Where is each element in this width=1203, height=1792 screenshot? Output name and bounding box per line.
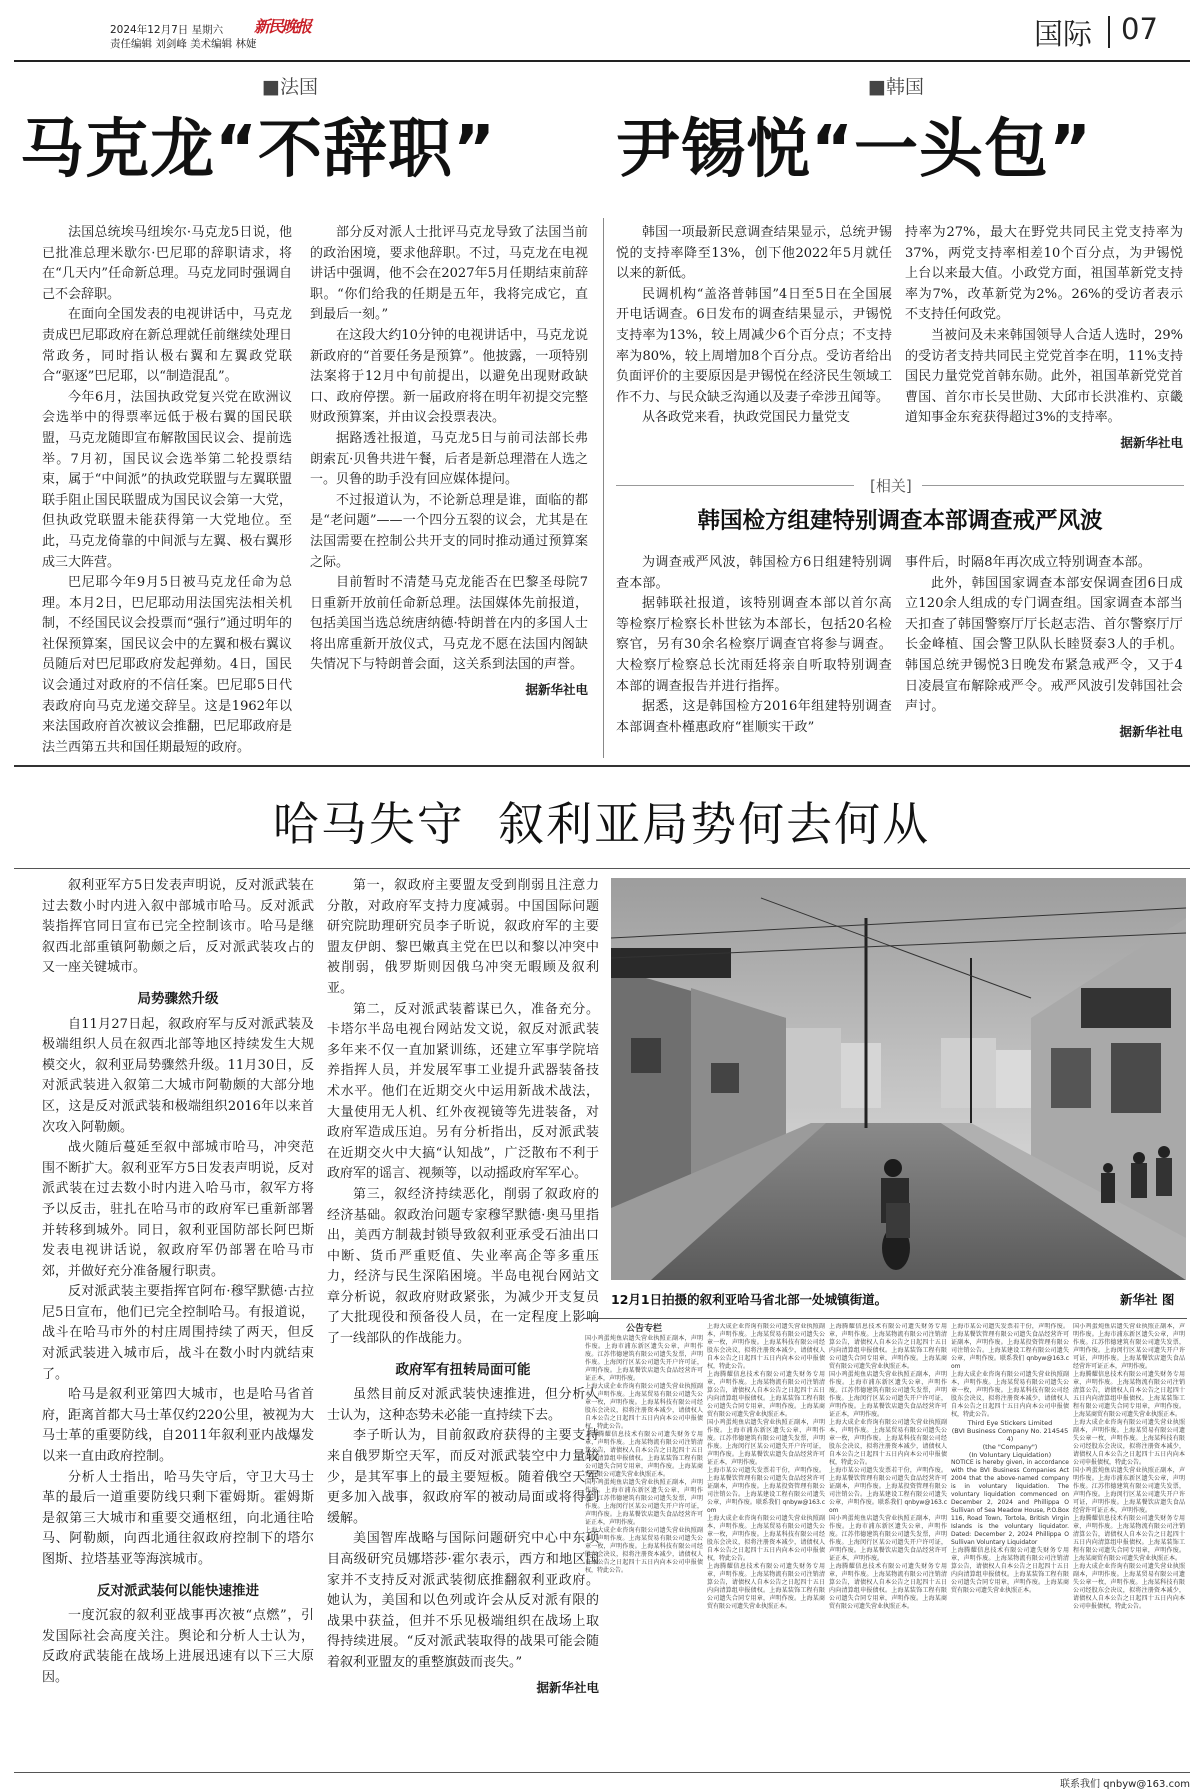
notice-text: 上海大成企业咨询有限公司遗失营业执照副本，声明作废。上海某贸易有限公司遗失公章一枚，声明作废。上海某科技有限公司经股东会决议，拟将注册资本减少，请债权人自本公告之日起四十五日内向本公司申报债权，特此公告。 bbox=[1073, 1419, 1185, 1466]
paragraph: 据路透社报道，马克龙5日与前司法部长弗朗索瓦·贝鲁共进午餐，后者是新总理潜在人选之一。贝鲁的助手没有回应媒体提问。 bbox=[310, 430, 588, 488]
notice-col1 bbox=[585, 1323, 703, 1763]
notice-text: NOTICE is hereby given, in accordance with the BVI Business Companies Act 2004 that the above-named company is in voluntary liquidation. The voluntary liquidation commenced on December 2, 2024 and Phillippa O Sullivan of Sea Meadow House, P.O.Box 116, Road Town, Tortola, British Virgin Islands is the voluntary liquidator. Dated: December 2, 2024 Phillippa O Sullivan Voluntary Liquidator bbox=[951, 1459, 1069, 1546]
related-rule bbox=[616, 485, 854, 486]
paragraph: 在面向全国发表的电视讲话中，马克龙责成巴尼耶政府在新总理就任前继续处理日常政务，同时指认极右翼和左翼政党联合“驱逐”巴尼耶，以“制造混乱”。 bbox=[42, 307, 292, 385]
syria-headline-rule bbox=[14, 868, 1190, 869]
paragraph: 反对派武装主要指挥官阿布·穆罕默德·古拉尼5日宣布，他们已完全控制哈马。有报道说，战斗在哈马市外的村庄周围持续了两天，但反对派武装进入城市后，战斗在数小时内就结束了。 bbox=[42, 1284, 314, 1382]
notice-text: 上海腾耀信息技术有限公司遗失财务专用章，声明作废。上海某物流有限公司注销清算公告，请债权人自本公告之日起四十五日内向清算组申报债权。上海某装饰工程有限公司遗失合同专用章，声明作废。上海某商贸有限公司遗失营业执照正本。 bbox=[1073, 1371, 1185, 1418]
paragraph: 今年6月，法国执政党复兴党在欧洲议会选举中的得票率远低于极右翼的国民联盟，马克龙随即宣布解散国民议会、提前选举。7月初，国民议会选举第二轮投票结束，属于“中间派”的执政党联盟与左翼联盟联手阻止国民联盟成为国民议会第一大党，但执政党联盟未能获得第一大党地位。至此，马克龙倚靠的中间派与左翼、极右翼形成三大阵营。 bbox=[42, 389, 292, 570]
notice-text: 国小鸡蛋炖鱼店遗失营业执照正副本，声明作废。上海市浦东新区遗失公章，声明作废。江苏伟德建筑有限公司遗失发票，声明作废。上海闵行区某公司遗失开户许可证，声明作废。上海某餐饮店遗失食品经营许可证正本，声明作废。 bbox=[829, 1515, 947, 1562]
notice-en: (In Voluntary Liquidation) bbox=[968, 1451, 1052, 1459]
section-rule bbox=[14, 765, 1190, 767]
photo-credit: 新华社 图 bbox=[1120, 1292, 1175, 1307]
paragraph: 第一，叙政府主要盟友受到削弱且注意力分散，对政府军支持力度减弱。中国国际问题研究院助理研究员李子昕说，叙政府军的主要盟友伊朗、黎巴嫩真主党在巴以和黎以冲突中被削弱，俄罗斯则因俄乌冲突无暇顾及叙利亚。 bbox=[327, 878, 599, 996]
paragraph: 此外，韩国国家调查本部安保调查团6日成立120余人组成的专门调查组。国家调查本部当天扣查了韩国警察厅厅长赵志浩、首尔警察厅厅长金峰植、国会警卫队队长睦贤泰3人的手机。韩国总统尹锡悦3日晚发布紧急戒严令，又于4日凌晨宣布解除戒严令。戒严风波引发韩国社会声讨。 bbox=[905, 575, 1183, 715]
notice-text: 上海腾耀信息技术有限公司遗失财务专用章，声明作废。上海某物流有限公司注销清算公告，请债权人自本公告之日起四十五日内向清算组申报债权。上海某装饰工程有限公司遗失合同专用章，声明作废。上海某商贸有限公司遗失营业执照正本。 bbox=[1073, 1515, 1185, 1562]
syria-source: 据新华社电 bbox=[536, 1679, 599, 1695]
paragraph: 虽然目前反对派武装快速推进，但分析人士认为，这种态势未必能一直持续下去。 bbox=[327, 1387, 599, 1423]
paragraph: 韩国一项最新民意调查结果显示，总统尹锡悦的支持率降至13%，创下他2022年5月就任以来的新低。 bbox=[616, 225, 892, 282]
notice-col3 bbox=[829, 1323, 947, 1763]
paragraph: 为调查戒严风波，韩国检方6日组建特别调查本部。 bbox=[616, 555, 892, 591]
korea-article-col2 bbox=[905, 223, 1183, 454]
notice-text: 上海腾耀信息技术有限公司遗失财务专用章，声明作废。上海某物流有限公司注销清算公告，请债权人自本公告之日起四十五日内向清算组申报债权。上海某装饰工程有限公司遗失合同专用章，声明作废。上海某商贸有限公司遗失营业执照正本。 bbox=[585, 1431, 703, 1478]
paragraph: 不过报道认为，不论新总理是谁，面临的都是“老问题”——一个四分五裂的议会，尤其是在法国需要在控制公共开支的同时推动通过预算案之际。 bbox=[310, 492, 588, 570]
section-name: 国际 bbox=[1034, 17, 1093, 51]
related-source: 据新华社电 bbox=[1119, 723, 1183, 739]
korea-article-col1 bbox=[616, 223, 892, 429]
notice-col2 bbox=[707, 1323, 825, 1763]
france-headline: 马克龙“不辞职” bbox=[20, 113, 497, 187]
paragraph: 美国智库战略与国际问题研究中心中东项目高级研究员娜塔莎·霍尔表示，西方和地区国家并不支持反对派武装彻底推翻叙利亚政府。她认为，美国和以色列或许会从反对派有限的战果中获益，但并不乐见极端组织在战场上取得持续进展。“反对派武装取得的战果可能会随着叙利亚盟友的重整旗鼓而丧失。” bbox=[327, 1531, 599, 1670]
notice-text: 国小鸡蛋炖鱼店遗失营业执照正副本，声明作废。上海市浦东新区遗失公章，声明作废。江苏伟德建筑有限公司遗失发票，声明作废。上海闵行区某公司遗失开户许可证，声明作废。上海某餐饮店遗失食品经营许可证正本，声明作废。 bbox=[707, 1419, 825, 1466]
notice-text: 上海腾耀信息技术有限公司遗失财务专用章，声明作废。上海某物流有限公司注销清算公告，请债权人自本公告之日起四十五日内向清算组申报债权。上海某装饰工程有限公司遗失合同专用章，声明作废。上海某商贸有限公司遗失营业执照正本。 bbox=[707, 1563, 825, 1610]
paragraph: 战火随后蔓延至叙中部城市哈马，冲突范围不断扩大。叙利亚军方5日发表声明说，反对派武装在过去数小时内进入哈马市，叙军方将予以反击，驻扎在哈马市的政府军已重新部署并转移到城外。同日，叙利亚国防部长阿巴斯发表电视讲话说，叙政府军仍部署在哈马市郊，并做好充分准备履行职责。 bbox=[42, 1140, 314, 1279]
street-scene-image bbox=[611, 878, 1186, 1280]
notice-text: 上海大成企业咨询有限公司遗失营业执照副本，声明作废。上海某贸易有限公司遗失公章一枚，声明作废。上海某科技有限公司经股东会决议，拟将注册资本减少，请债权人自本公告之日起四十五日内向本公司申报债权，特此公告。 bbox=[707, 1515, 825, 1562]
notice-text: 上海市某公司遗失发票若干份，声明作废。上海某餐饮管理有限公司遗失食品经营许可证副本，声明作废。上海某投资管理有限公司注销公告。上海某建设工程有限公司遗失公章，声明作废。联系我们 qnbyw@163.com bbox=[707, 1467, 825, 1514]
subheading: 局势骤然升级 bbox=[137, 990, 219, 1007]
paragraph: 李子昕认为，目前叙政府获得的主要支持来自俄罗斯空天军，而反对派武装空中力量较少，是其军事上的最主要短板。随着俄空天军更多加入战事，叙政府军的被动局面或将得到缓解。 bbox=[327, 1428, 599, 1526]
page-header bbox=[0, 0, 1203, 58]
related-col2 bbox=[905, 553, 1183, 742]
france-article-col2 bbox=[310, 223, 588, 701]
notice-text: 国小鸡蛋炖鱼店遗失营业执照正副本，声明作废。上海市浦东新区遗失公章，声明作废。江苏伟德建筑有限公司遗失发票，声明作废。上海闵行区某公司遗失开户许可证，声明作废。上海某餐饮店遗失食品经营许可证正本，声明作废。 bbox=[829, 1371, 947, 1418]
notice-text: 上海腾耀信息技术有限公司遗失财务专用章，声明作废。上海某物流有限公司注销清算公告，请债权人自本公告之日起四十五日内向清算组申报债权。上海某装饰工程有限公司遗失合同专用章，声明作废。上海某商贸有限公司遗失营业执照正本。 bbox=[829, 1323, 947, 1370]
newspaper-logo: 新民晚报 bbox=[254, 17, 311, 36]
paragraph: 事件后，时隔8年再次成立特别调查本部。 bbox=[905, 555, 1152, 570]
notice-text: 上海大成企业咨询有限公司遗失营业执照副本，声明作废。上海某贸易有限公司遗失公章一枚，声明作废。上海某科技有限公司经股东会决议，拟将注册资本减少，请债权人自本公告之日起四十五日内向本公司申报债权，特此公告。 bbox=[1073, 1563, 1185, 1610]
header-editors: 责任编辑 刘剑峰 美术编辑 林婕 bbox=[110, 38, 257, 50]
paragraph: 叙利亚军方5日发表声明说，反对派武装在过去数小时内进入叙中部城市哈马。反对派武装指挥官同日宣布已完全控制该市。哈马是继叙西北部重镇阿勒颇之后，反对派武装攻占的又一座关键城市。 bbox=[42, 878, 314, 976]
notice-board bbox=[583, 1318, 1187, 1766]
footer-rule bbox=[14, 1772, 1190, 1773]
korea-headline: 尹锡悦“一头包” bbox=[616, 113, 1093, 187]
paragraph: 据韩联社报道，该特别调查本部以首尔高等检察厅检察长朴世铉为本部长，包括20名检察官，另有30余名检察厅调查官将参与调查。大检察厅检察总长沈雨廷将亲自听取特别调查本部的调查报告并进行指挥。 bbox=[616, 596, 892, 694]
notice-col4 bbox=[951, 1323, 1069, 1763]
paragraph: 部分反对派人士批评马克龙导致了法国当前的政治困境，要求他辞职。不过，马克龙在电视讲话中强调，他不会在2027年5月任期结束前辞职。“你们给我的任期是五年，我将完成它，直到最后一刻。” bbox=[310, 225, 588, 323]
photo-caption: 12月1日拍摄的叙利亚哈马省北部一处城镇街道。 bbox=[611, 1292, 888, 1307]
header-rule bbox=[14, 60, 1190, 62]
related-rule bbox=[922, 485, 1184, 486]
france-tag: ■法国 bbox=[262, 76, 318, 98]
paragraph: 自11月27日起，叙政府军与反对派武装及极端组织人员在叙西北部等地区持续发生大规模交火，叙利亚局势骤然升级。11月30日，反对派武装进入叙第二大城市阿勒颇的大部分地区，这是反对派武装和极端组织2016年以来首次攻入阿勒颇。 bbox=[42, 1016, 314, 1135]
notice-text: 上海腾耀信息技术有限公司遗失财务专用章，声明作废。上海某物流有限公司注销清算公告，请债权人自本公告之日起四十五日内向清算组申报债权。上海某装饰工程有限公司遗失合同专用章，声明作废。上海某商贸有限公司遗失营业执照正本。 bbox=[829, 1563, 947, 1610]
paragraph: 据悉，这是韩国检方2016年组建特别调查本部调查朴槿惠政府“崔顺实干政” bbox=[616, 699, 892, 735]
paragraph: 第三，叙经济持续恶化，削弱了叙政府的经济基础。叙政治问题专家穆罕默德·奥马里指出，美西方制裁封锁导致叙利亚承受石油出口中断、货币严重贬值、失业率高企等多重压力，经济与民生深陷困境。半岛电视台网站文章分析说，叙政府财政紧张，为减少开支复员了大批现役和预备役人员，在一定程度上影响了一线部队的作战能力。 bbox=[327, 1186, 599, 1347]
paragraph: 第二，反对派武装蓄谋已久，准备充分。卡塔尔半岛电视台网站发文说，叙反对派武装多年来不仅一直加紧训练，还建立军事学院培养指挥人员，并发展军事工业提升武器装备技术水平。他们在近期交火中运用新战术战法，大量使用无人机、红外夜视镜等先进装备，对政府军造成压迫。另有分析指出，反对派武装在近期交火中大搞“认知战”，广泛散布不利于政府军的谣言、视频等，以动摇政府军军心。 bbox=[327, 1001, 599, 1182]
notice-text: 上海大成企业咨询有限公司遗失营业执照副本，声明作废。上海某贸易有限公司遗失公章一枚，声明作废。上海某科技有限公司经股东会决议，拟将注册资本减少，请债权人自本公告之日起四十五日内向本公司申报债权，特此公告。 bbox=[951, 1371, 1069, 1418]
notice-text: 上海腾耀信息技术有限公司遗失财务专用章，声明作废。上海某物流有限公司注销清算公告，请债权人自本公告之日起四十五日内向清算组申报债权。上海某装饰工程有限公司遗失合同专用章，声明作废。上海某商贸有限公司遗失营业执照正本。 bbox=[951, 1547, 1069, 1594]
notice-en: (BVI Business Company No. 2145454) bbox=[951, 1427, 1069, 1443]
notice-text: 上海市某公司遗失发票若干份，声明作废。上海某餐饮管理有限公司遗失食品经营许可证副本，声明作废。上海某投资管理有限公司注销公告。上海某建设工程有限公司遗失公章，声明作废。联系我们 qnbyw@163.com bbox=[829, 1467, 947, 1514]
footer-contact: 联系我们 qnbyw@163.com bbox=[1060, 1779, 1190, 1790]
paragraph: 在这段大约10分钟的电视讲话中，马克龙说新政府的“首要任务是预算”。他披露，一项特别法案将于12月中旬前提出，以避免出现财政缺口、政府停摆。新一届政府将在明年初提交完整财政预算案，并由议会投票表决。 bbox=[310, 327, 588, 426]
notice-text: 国小鸡蛋炖鱼店遗失营业执照正副本，声明作废。上海市浦东新区遗失公章，声明作废。江苏伟德建筑有限公司遗失发票，声明作废。上海闵行区某公司遗失开户许可证，声明作废。上海某餐饮店遗失食品经营许可证正本，声明作废。 bbox=[585, 1335, 703, 1382]
subheading: 政府军有扭转局面可能 bbox=[395, 1361, 531, 1378]
notice-text: 上海大成企业咨询有限公司遗失营业执照副本，声明作废。上海某贸易有限公司遗失公章一枚，声明作废。上海某科技有限公司经股东会决议，拟将注册资本减少，请债权人自本公告之日起四十五日内向本公司申报债权，特此公告。 bbox=[707, 1323, 825, 1370]
paragraph: 一度沉寂的叙利亚战事再次被“点燃”，引发国际社会高度关注。舆论和分析人士认为，反政府武装能在战场上进展迅速有以下三大原因。 bbox=[42, 1608, 314, 1685]
page-number: 07 bbox=[1121, 12, 1158, 46]
related-col1 bbox=[616, 553, 892, 738]
france-source: 据新华社电 bbox=[525, 682, 588, 698]
notice-text: 上海大成企业咨询有限公司遗失营业执照副本，声明作废。上海某贸易有限公司遗失公章一枚，声明作废。上海某科技有限公司经股东会决议，拟将注册资本减少，请债权人自本公告之日起四十五日内向本公司申报债权，特此公告。 bbox=[585, 1383, 703, 1430]
syria-article-col2 bbox=[327, 876, 599, 1698]
notice-en: Third Eye Stickers Limited bbox=[967, 1419, 1053, 1427]
paragraph: 持率为27%，最大在野党共同民主党支持率为37%，两党支持率相差10个百分点，为尹锡悦上台以来最大值。小政党方面，祖国革新党支持率为7%，改革新党为2%。26%的受访者表示不支持任何政党。 bbox=[905, 225, 1183, 323]
korea-tag: ■韩国 bbox=[868, 76, 924, 98]
notice-text: 上海腾耀信息技术有限公司遗失财务专用章，声明作废。上海某物流有限公司注销清算公告，请债权人自本公告之日起四十五日内向清算组申报债权。上海某装饰工程有限公司遗失合同专用章，声明作废。上海某商贸有限公司遗失营业执照正本。 bbox=[707, 1371, 825, 1418]
notice-text: 上海大成企业咨询有限公司遗失营业执照副本，声明作废。上海某贸易有限公司遗失公章一枚，声明作废。上海某科技有限公司经股东会决议，拟将注册资本减少，请债权人自本公告之日起四十五日内向本公司申报债权，特此公告。 bbox=[829, 1419, 947, 1466]
paragraph: 从各政党来看，执政党国民力量党支 bbox=[642, 410, 851, 426]
paragraph: 分析人士指出，哈马失守后，守卫大马士革的最后一道重要防线只剩下霍姆斯。霍姆斯是叙第三大城市和重要交通枢纽，向北通往哈马、阿勒颇，向西北通往叙政府控制下的塔尔图斯、拉塔基亚等海滨城市。 bbox=[42, 1469, 314, 1567]
paragraph: 民调机构“盖洛普韩国”4日至5日在全国展开电话调查。6日发布的调查结果显示，尹锡悦支持率为13%，较上周减少6个百分点；不支持率为80%，较上周增加8个百分点。受访者给出负面评价的主要原因是尹锡悦在经济民生领域工作不力、与民众缺乏沟通以及妻子牵涉丑闻等。 bbox=[616, 286, 892, 405]
related-tag: [相关] bbox=[870, 477, 912, 495]
column-divider bbox=[603, 218, 604, 758]
notice-text: 国小鸡蛋炖鱼店遗失营业执照正副本，声明作废。上海市浦东新区遗失公章，声明作废。江苏伟德建筑有限公司遗失发票，声明作废。上海闵行区某公司遗失开户许可证，声明作废。上海某餐饮店遗失食品经营许可证正本，声明作废。 bbox=[1073, 1323, 1185, 1370]
korea-source: 据新华社电 bbox=[1120, 434, 1183, 450]
subheading: 反对派武装何以能快速推进 bbox=[97, 1582, 259, 1599]
notice-en: (the "Company") bbox=[982, 1443, 1038, 1451]
notice-title: 公告专栏 bbox=[625, 1324, 662, 1334]
notice-text: 上海市某公司遗失发票若干份，声明作废。上海某餐饮管理有限公司遗失食品经营许可证副本，声明作废。上海某投资管理有限公司注销公告。上海某建设工程有限公司遗失公章，声明作废。联系我们 qnbyw@163.com bbox=[951, 1323, 1069, 1370]
street-photo bbox=[611, 878, 1186, 1280]
section-divider bbox=[1108, 16, 1110, 48]
france-article-col1 bbox=[42, 223, 292, 758]
notice-text: 上海大成企业咨询有限公司遗失营业执照副本，声明作废。上海某贸易有限公司遗失公章一枚，声明作废。上海某科技有限公司经股东会决议，拟将注册资本减少，请债权人自本公告之日起四十五日内向本公司申报债权，特此公告。 bbox=[585, 1527, 703, 1574]
paragraph: 巴尼耶今年9月5日被马克龙任命为总理。本月2日，巴尼耶动用法国宪法相关机制，不经国民议会投票而“强行”通过明年的社保预算案，国民议会中的左翼和极右翼议员随后对巴尼耶政府发起弹劾。4日，国民议会通过对政府的不信任案。巴尼耶5日代表政府向马克龙递交辞呈。这是1962年以来法国政府首次被议会推翻，巴尼耶政府是法兰西第五共和国任期最短的政府。 bbox=[42, 575, 292, 755]
paragraph: 目前暂时不清楚马克龙能否在巴黎圣母院7日重新开放前任命新总理。法国媒体先前报道，包括美国当选总统唐纳德·特朗普在内的多国人士将出席重新开放仪式，马克龙不愿在法国内阁缺失情况下与特朗普会面，这关系到法国的声誉。 bbox=[310, 575, 588, 673]
paragraph: 法国总统埃马纽埃尔·马克龙5日说，他已批准总理米歇尔·巴尼耶的辞职请求，将在“几天内”任命新总理。马克龙同时强调自己不会辞职。 bbox=[42, 225, 292, 302]
syria-headline: 哈马失守 叙利亚局势何去何从 bbox=[272, 797, 931, 851]
paragraph: 哈马是叙利亚第四大城市，也是哈马省首府，距离首都大马士革仅约220公里，被视为大马士革的重要防线，自2011年叙利亚内战爆发以来一直由政府控制。 bbox=[42, 1387, 314, 1465]
related-headline: 韩国检方组建特别调查本部调查戒严风波 bbox=[697, 508, 1103, 534]
header-date: 2024年12月7日 星期六 bbox=[110, 24, 224, 36]
syria-article-col1 bbox=[42, 876, 314, 1689]
notice-text: 国小鸡蛋炖鱼店遗失营业执照正副本，声明作废。上海市浦东新区遗失公章，声明作废。江苏伟德建筑有限公司遗失发票，声明作废。上海闵行区某公司遗失开户许可证，声明作废。上海某餐饮店遗失食品经营许可证正本，声明作废。 bbox=[585, 1479, 703, 1526]
notice-text: 国小鸡蛋炖鱼店遗失营业执照正副本，声明作废。上海市浦东新区遗失公章，声明作废。江苏伟德建筑有限公司遗失发票，声明作废。上海闵行区某公司遗失开户许可证，声明作废。上海某餐饮店遗失食品经营许可证正本，声明作废。 bbox=[1073, 1467, 1185, 1514]
notice-col5 bbox=[1073, 1323, 1185, 1763]
paragraph: 当被问及未来韩国领导人合适人选时，29%的受访者支持共同民主党党首李在明，11%支持国民力量党党首韩东勋。此外，祖国革新党党首曹国、首尔市长吴世勋、大邱市长洪准杓、京畿道知事金东兖获得超过3%的支持率。 bbox=[905, 327, 1183, 426]
